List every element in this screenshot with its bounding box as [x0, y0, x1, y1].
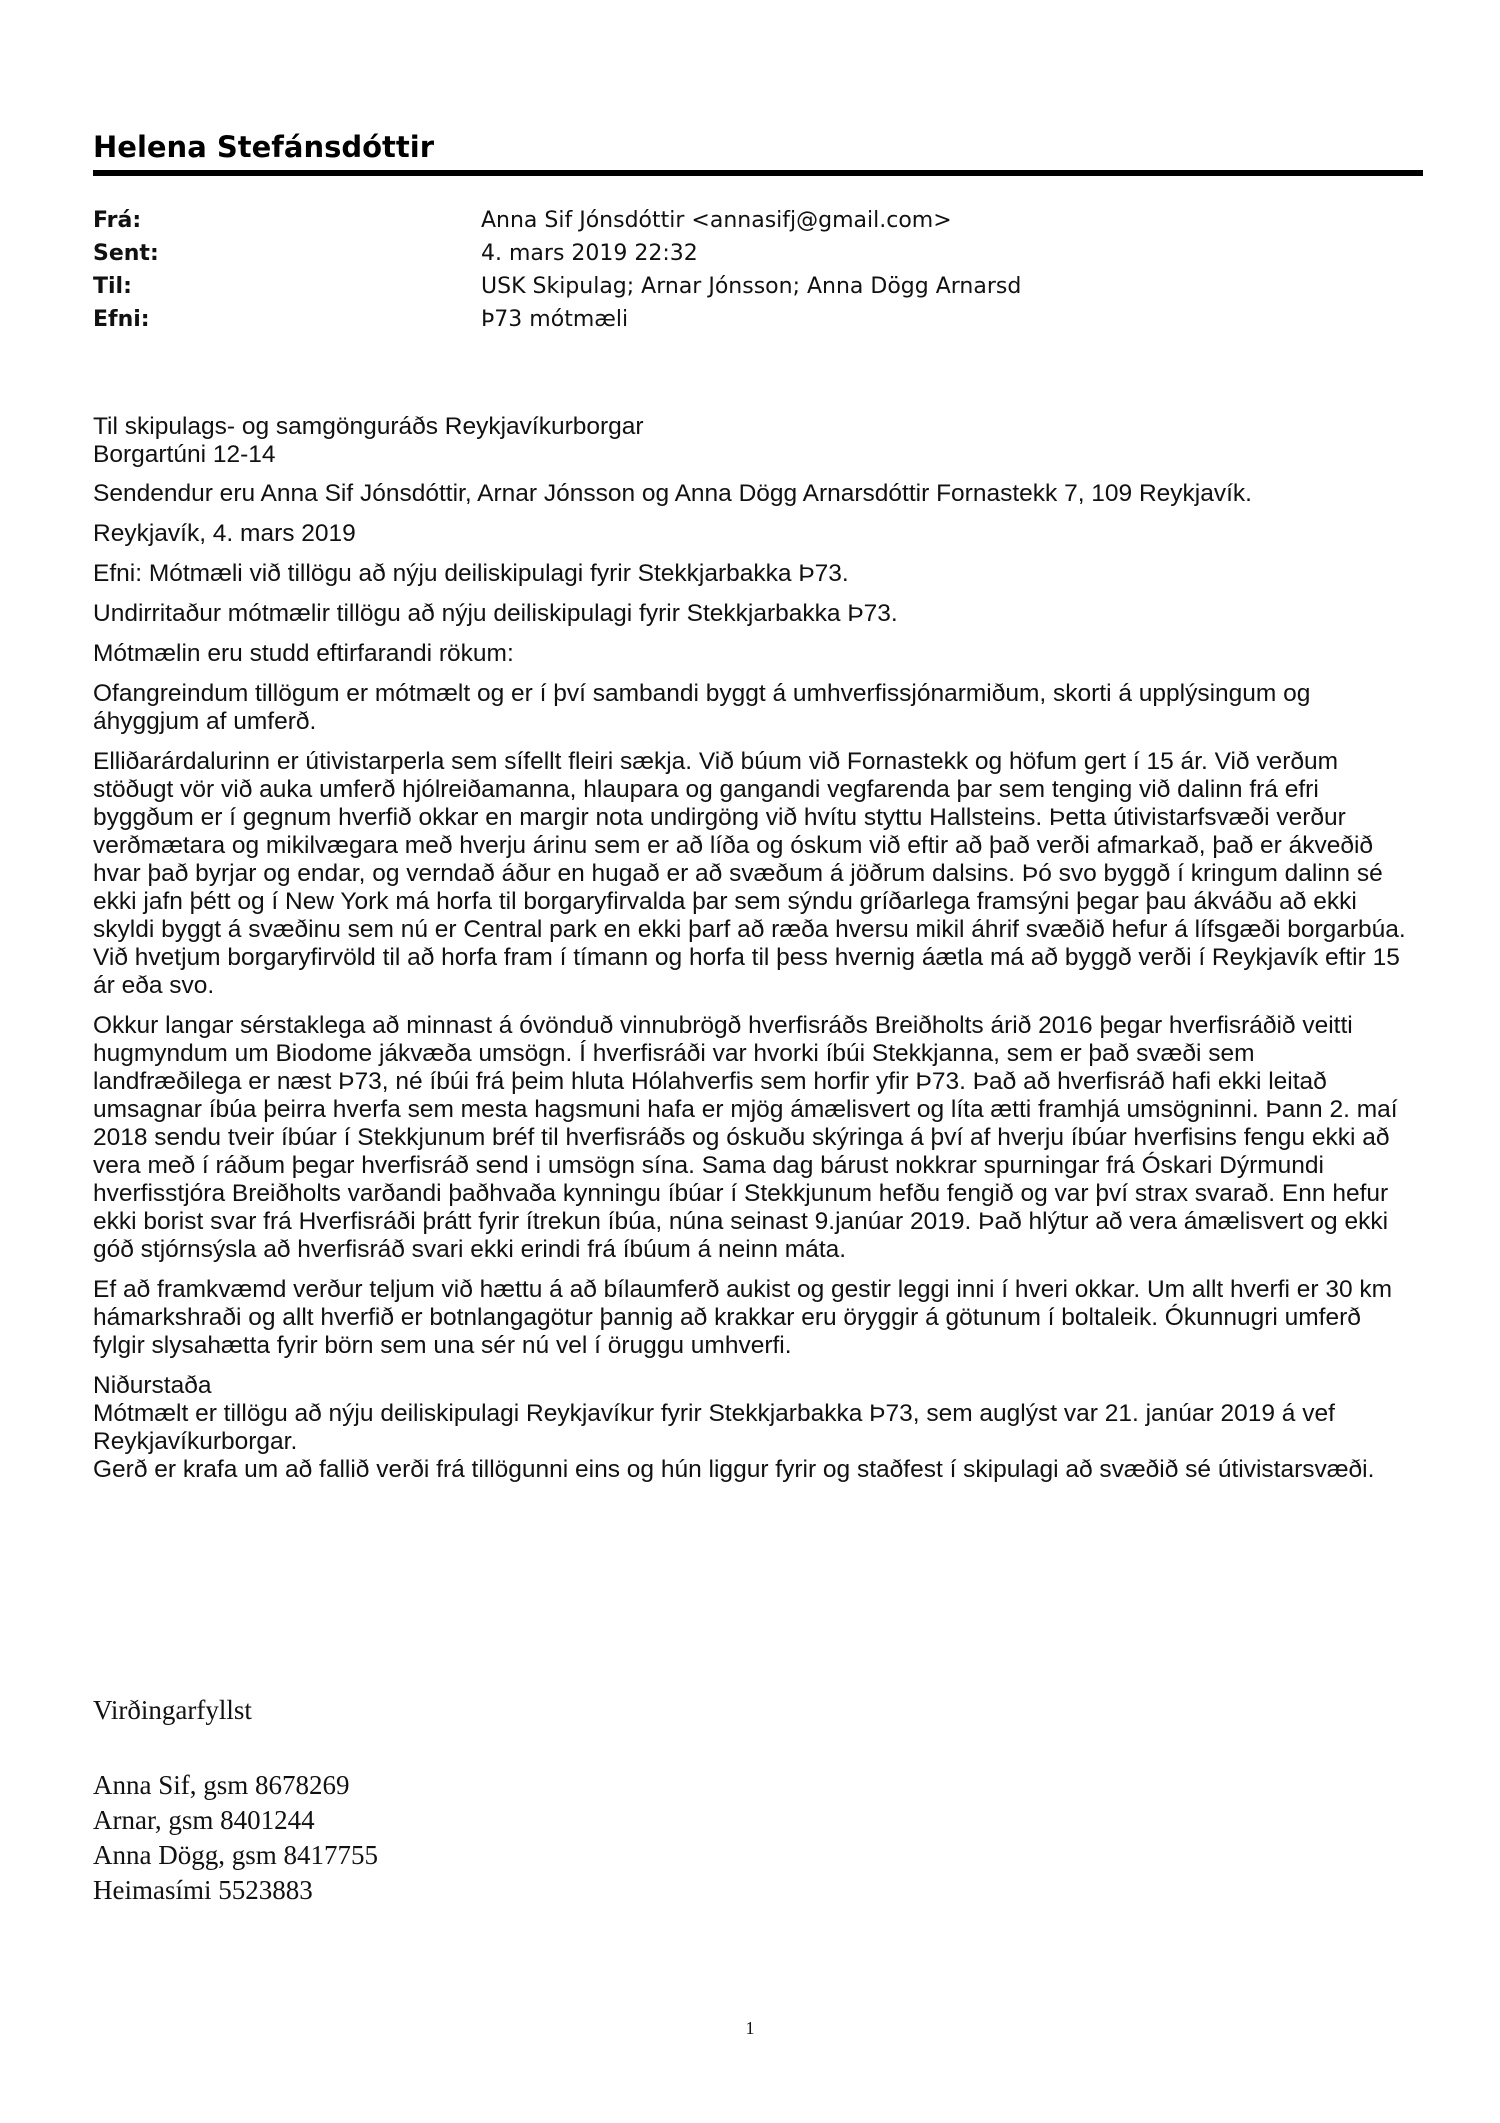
- sent-label: Sent:: [93, 241, 159, 266]
- page-number: 1: [745, 2018, 755, 2038]
- from-value: Anna Sif Jónsdóttir <annasifj@gmail.com>: [481, 208, 952, 233]
- to-value: USK Skipulag; Arnar Jónsson; Anna Dögg Arnarsd: [481, 274, 1022, 299]
- paragraph-traffic: Ef að framkvæmd verður teljum við hættu á að bílaumferð aukist og gestir leggi inni í hveri okkar. Um allt hverfi er 30 km hámarkshraði og allt hverfið er botnlangagötur þannig að krakkar eru öryggir á götunum í boltaleik. Ókunnugri umferð fylgir slysahætta fyrir börn sem una sér nú vel í öruggu umhverfi.: [93, 1276, 1393, 1359]
- email-header-fields: [93, 204, 1293, 336]
- from-row: [93, 204, 1293, 237]
- subject-label: Efni:: [93, 307, 150, 332]
- to-label: Til:: [93, 274, 132, 299]
- mailbox-owner-name: Helena Stefánsdóttir: [93, 130, 435, 164]
- subject-value: Þ73 mótmæli: [481, 307, 629, 332]
- place-date: Reykjavík, 4. mars 2019: [93, 520, 356, 547]
- subject-row: [93, 303, 1293, 336]
- signature-line: Anna Sif, gsm 8678269: [93, 1770, 350, 1800]
- recipient-address: [93, 413, 1408, 469]
- paragraph-ellidaardalur: Elliðarárdalurinn er útivistarperla sem sífellt fleiri sækja. Við búum við Fornastekk og höfum gert í 15 ár. Við verðum stöðugt vör við auka umferð hjólreiðamanna, hlaupara og gangandi vegfarenda þar sem tenging við dalinn frá efri byggðum er í gegnum hverfið okkar en margir nota undirgöng við hvítu styttu Hallsteins. Þetta útivistarfsvæði verður verðmætara og mikilvægara með hverju árinu sem er að líða og óskum við eftir að það verði afmarkað, það er ákveðið hvar það byrjar og endar, og verndað áður en hugað er að svæðum á jöðrum dalsins. Þó svo byggð í kringum dalinn sé ekki jafn þétt og í New York má horfa til borgaryfirvalda þar sem sýndu gríðarlega framsýni þegar þau ákváðu að ekki skyldi byggt á svæðinu sem nú er Central park en ekki þarf að ræða hversu mikil áhrif svæðið hefur á lífsgæði borgarbúa. Við hvetjum borgaryfirvöld til að horfa fram í tímann og horfa til þess hvernig áætla má að byggð verði í Reykjavík eftir 15 ár eða svo.: [93, 748, 1406, 999]
- closing-salutation: Virðingarfyllst: [93, 1695, 252, 1725]
- conclusion-heading: Niðurstaða: [93, 1372, 212, 1399]
- signature-line: Anna Dögg, gsm 8417755: [93, 1840, 378, 1870]
- arguments-intro: Mótmælin eru studd eftirfarandi rökum:: [93, 640, 514, 667]
- paragraph-neighbourhood-council: Okkur langar sérstaklega að minnast á óvönduð vinnubrögð hverfisráðs Breiðholts árið 2016 þegar hverfisráðið veitti hugmyndum um Biodome jákvæða umsögn. Í hverfisráði var hvorki íbúi Stekkjanna, sem er það svæði sem landfræðilega er næst Þ73, né íbúi frá þeim hluta Hólahverfis sem horfir yfir Þ73. Það að hverfisráð hafi ekki leitað umsagnar íbúa þeirra hverfa sem mesta hagsmuni hafa er mjög ámælisvert og líta ætti framhjá umsögninni. Þann 2. maí 2018 sendu tveir íbúar í Stekkjunum bréf til hverfisráðs og óskuðu skýringa á því af hverju íbúar hverfisins fengu ekki að vera með í ráðum þegar hverfisráð send i umsögn sína. Sama dag bárust nokkrar spurningar frá Óskari Dýrmundi hverfisstjóra Breiðholts varðandi þaðhvaða kynningu íbúar í Stekkjunum hefðu fengið og var því strax svarað. Enn hefur ekki borist svar frá Hverfisráði þrátt fyrir ítrekun íbúa, núna seinast 9.janúar 2019. Það hlýtur að vera ámælisvert og ekki góð stjórnsýsla að hverfisráð svari ekki erindi frá íbúum á neinn máta.: [93, 1012, 1398, 1263]
- signature-line: Heimasími 5523883: [93, 1875, 313, 1905]
- header-divider: [93, 170, 1423, 176]
- signature-line: Arnar, gsm 8401244: [93, 1805, 315, 1835]
- to-row: [93, 270, 1293, 303]
- from-label: Frá:: [93, 208, 142, 233]
- sent-value: 4. mars 2019 22:32: [481, 241, 698, 266]
- objection-statement: Undirritaður mótmælir tillögu að nýju deiliskipulagi fyrir Stekkjarbakka Þ73.: [93, 600, 898, 627]
- signature-block: [93, 1768, 378, 1908]
- letter-subject: Efni: Mótmæli við tillögu að nýju deiliskipulagi fyrir Stekkjarbakka Þ73.: [93, 560, 849, 587]
- conclusion-text-1: Mótmælt er tillögu að nýju deiliskipulagi Reykjavíkur fyrir Stekkjarbakka Þ73, sem auglýst var 21. janúar 2019 á vef Reykjavíkurborgar.: [93, 1400, 1335, 1455]
- conclusion-text-2: Gerð er krafa um að fallið verði frá tillögunni eins og hún liggur fyrir og staðfest í skipulagi að svæðið sé útivistarsvæði.: [93, 1456, 1375, 1483]
- paragraph-environment: Ofangreindum tillögum er mótmælt og er í því sambandi byggt á umhverfissjónarmiðum, skorti á upplýsingum og áhyggjum af umferð.: [93, 680, 1311, 735]
- senders-line: Sendendur eru Anna Sif Jónsdóttir, Arnar Jónsson og Anna Dögg Arnarsdóttir Fornastekk 7, 109 Reykjavík.: [93, 480, 1252, 507]
- recipient-line-2: Borgartúni 12-14: [93, 441, 276, 468]
- letter-body: [93, 413, 1408, 1484]
- recipient-line-1: Til skipulags- og samgönguráðs Reykjavíkurborgar: [93, 413, 644, 440]
- sent-row: [93, 237, 1293, 270]
